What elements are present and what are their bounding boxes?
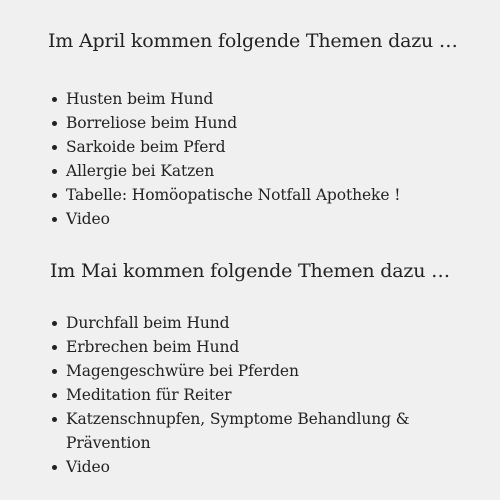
list-item <box>0 135 500 159</box>
list-item <box>0 383 500 407</box>
list-item <box>0 159 500 183</box>
list-item-label: Video <box>66 210 110 228</box>
list-item <box>0 359 500 383</box>
bullet-icon <box>52 121 57 126</box>
list-item-label: Durchfall beim Hund <box>66 314 230 332</box>
list-item <box>0 87 500 111</box>
list-item <box>0 207 500 231</box>
list-item <box>0 111 500 135</box>
bullet-icon <box>52 169 57 174</box>
list-item <box>0 335 500 359</box>
mai-section <box>0 258 500 479</box>
list-item-label: Video <box>66 458 110 476</box>
mai-heading: Im Mai kommen folgende Themen dazu … <box>50 260 450 282</box>
list-item <box>0 311 500 335</box>
list-item-label: Magengeschwüre bei Pferden <box>66 362 299 380</box>
bullet-icon <box>52 217 57 222</box>
list-item-label: Katzenschnupfen, Symptome Behandlung & Prävention <box>66 410 410 452</box>
list-item <box>0 183 500 207</box>
april-heading: Im April kommen folgende Themen dazu … <box>48 30 458 52</box>
bullet-icon <box>52 345 57 350</box>
list-item-label: Husten beim Hund <box>66 90 214 108</box>
bullet-icon <box>52 393 57 398</box>
list-item-label: Erbrechen beim Hund <box>66 338 240 356</box>
mai-topic-list <box>0 311 500 479</box>
bullet-icon <box>52 145 57 150</box>
bullet-icon <box>52 417 57 422</box>
list-item-label: Meditation für Reiter <box>66 386 232 404</box>
list-item-label: Tabelle: Homöopatische Notfall Apotheke ! <box>66 186 401 204</box>
april-topic-list <box>0 87 500 231</box>
april-section <box>0 28 500 231</box>
list-item-label: Sarkoide beim Pferd <box>66 138 226 156</box>
bullet-icon <box>52 321 57 326</box>
bullet-icon <box>52 369 57 374</box>
bullet-icon <box>52 193 57 198</box>
bullet-icon <box>52 97 57 102</box>
list-item <box>0 407 500 455</box>
bullet-icon <box>52 465 57 470</box>
list-item-label: Borreliose beim Hund <box>66 114 238 132</box>
list-item-label: Allergie bei Katzen <box>66 162 215 180</box>
list-item <box>0 455 500 479</box>
